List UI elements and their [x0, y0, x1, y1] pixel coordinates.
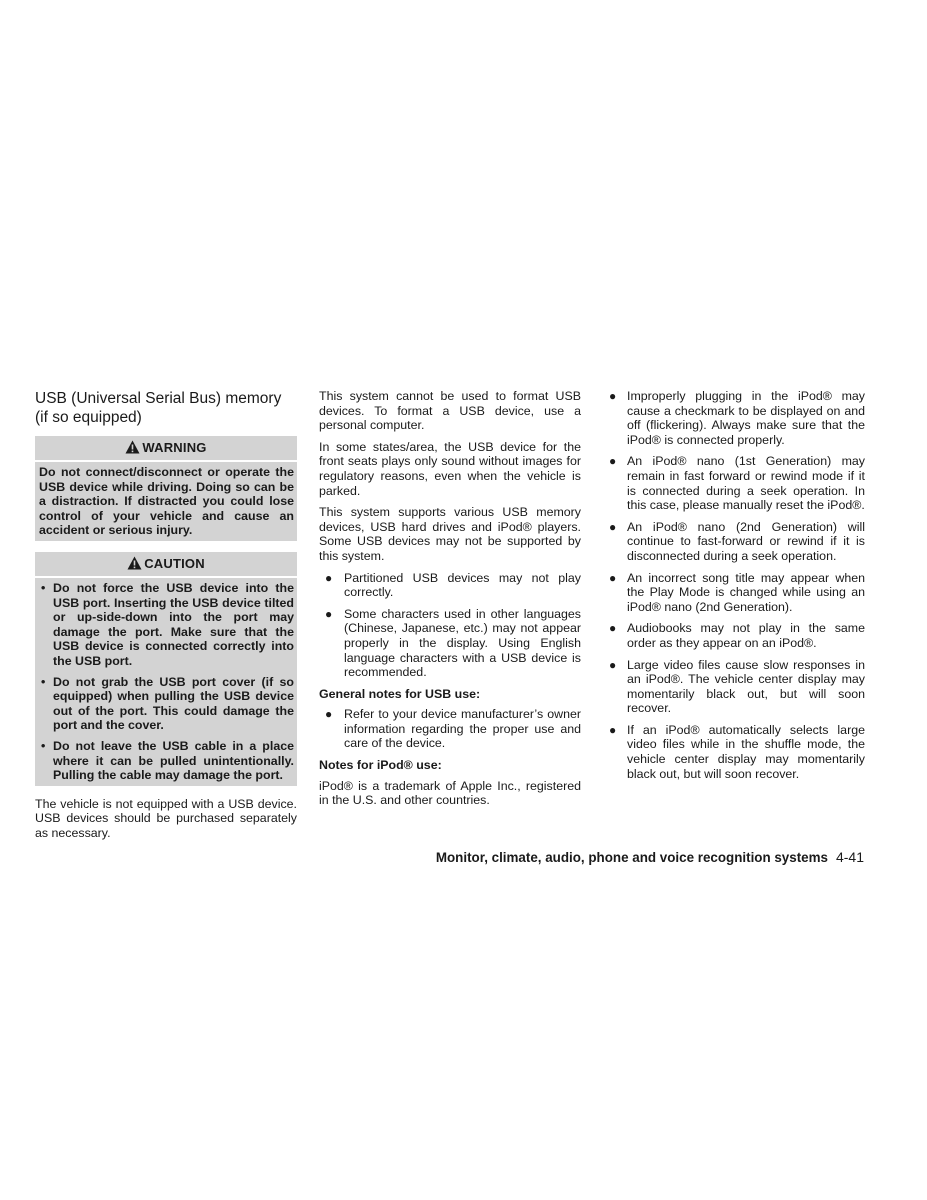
- list-item: ● Audiobooks may not play in the same order as they appear on an iPod®.: [609, 621, 865, 650]
- left-column: [35, 389, 297, 847]
- paragraph: iPod® is a trademark of Apple Inc., registered in the U.S. and other countries.: [319, 778, 581, 808]
- list-item: ● Some characters used in other languages (Chinese, Japanese, etc.) may not appear properly in the display. Using English language characters with a USB device is recommended.: [325, 606, 581, 680]
- bullet-icon: ●: [609, 519, 617, 534]
- warning-text: Do not connect/disconnect or operate the USB device while driving. Doing so can be a distraction. If distracted you could lose control of your vehicle and cause an accident or serious injury.: [39, 465, 294, 538]
- bullet-icon: ●: [609, 454, 617, 469]
- list-item: ● Partitioned USB devices may not play correctly.: [325, 570, 581, 600]
- bullet-icon: •: [41, 738, 46, 753]
- bullet-icon: ●: [609, 621, 617, 636]
- right-column: [608, 389, 865, 787]
- caution-triangle-icon: [127, 556, 142, 576]
- caution-label: CAUTION: [144, 555, 205, 571]
- list-item: ● An iPod® nano (2nd Generation) will continue to fast-forward or rewind if it is disconnected during a seek operation.: [609, 519, 865, 563]
- page-number: 4-41: [835, 849, 864, 865]
- middle-column: [319, 389, 581, 815]
- list-item: ● Improperly plugging in the iPod® may cause a checkmark to be displayed on and off (flickering). Always make sure that the iPod® is connected properly.: [609, 389, 865, 447]
- list-item: ● Refer to your device manufacturer’s owner information regarding the proper use and care of the device.: [325, 707, 581, 751]
- warning-label: WARNING: [142, 440, 207, 455]
- bullet-icon: •: [41, 674, 46, 689]
- bullet-icon: ●: [325, 606, 333, 621]
- paragraph: This system cannot be used to format USB devices. To format a USB device, use a personal computer.: [319, 389, 581, 433]
- list-item: ● An incorrect song title may appear when the Play Mode is changed while using an iPod® nano (2nd Generation).: [609, 570, 865, 614]
- bullet-icon: •: [41, 580, 46, 595]
- list-item: ● An iPod® nano (1st Generation) may remain in fast forward or rewind mode if it is connected during a seek operation. In this case, please manually reset the iPod®.: [609, 454, 865, 513]
- caution-item: • Do not grab the USB port cover (if so equipped) when pulling the USB device out of the port. This could damage the port and the cover.: [41, 674, 294, 733]
- paragraph: In some states/area, the USB device for the front seats plays only sound without images for regulatory reasons, even when the vehicle is parked.: [319, 439, 581, 498]
- page-footer: [300, 849, 864, 865]
- list-item: ● If an iPod® automatically selects large video files while in the shuffle mode, the vehicle center display may momentarily black out, but will soon recover.: [609, 722, 865, 781]
- list-item: ● Large video files cause slow responses in an iPod®. The vehicle center display may momentarily black out, but will soon recover.: [609, 657, 865, 716]
- warning-header: [35, 436, 297, 462]
- bullet-icon: ●: [325, 707, 333, 722]
- warning-triangle-icon: [125, 440, 140, 460]
- caution-box: [35, 552, 297, 786]
- usb-purchase-note: The vehicle is not equipped with a USB device. USB devices should be purchased separately as necessary.: [35, 796, 297, 840]
- subheading-ipod-notes: Notes for iPod® use:: [319, 758, 442, 773]
- bullet-icon: ●: [609, 389, 617, 403]
- bullet-icon: ●: [609, 657, 617, 672]
- caution-header: [35, 552, 297, 578]
- paragraph: This system supports various USB memory devices, USB hard drives and iPod® players. Some USB devices may not be supported by this system.: [319, 505, 581, 563]
- caution-item: • Do not force the USB device into the USB port. Inserting the USB device tilted or up-side-down into the port may damage the port. Make sure that the USB device is connected correctly into the USB port.: [41, 580, 294, 668]
- caution-item: • Do not leave the USB cable in a place where it can be pulled unintentionally. Pulling the cable may damage the port.: [41, 738, 294, 783]
- bullet-icon: ●: [609, 570, 617, 585]
- section-title: USB (Universal Serial Bus) memory (if so equipped): [35, 390, 282, 426]
- subheading-general-notes: General notes for USB use:: [319, 686, 481, 701]
- warning-box: [35, 436, 297, 541]
- bullet-icon: ●: [325, 570, 333, 585]
- footer-section-title: Monitor, climate, audio, phone and voice recognition systems: [435, 850, 828, 865]
- bullet-icon: ●: [609, 722, 617, 737]
